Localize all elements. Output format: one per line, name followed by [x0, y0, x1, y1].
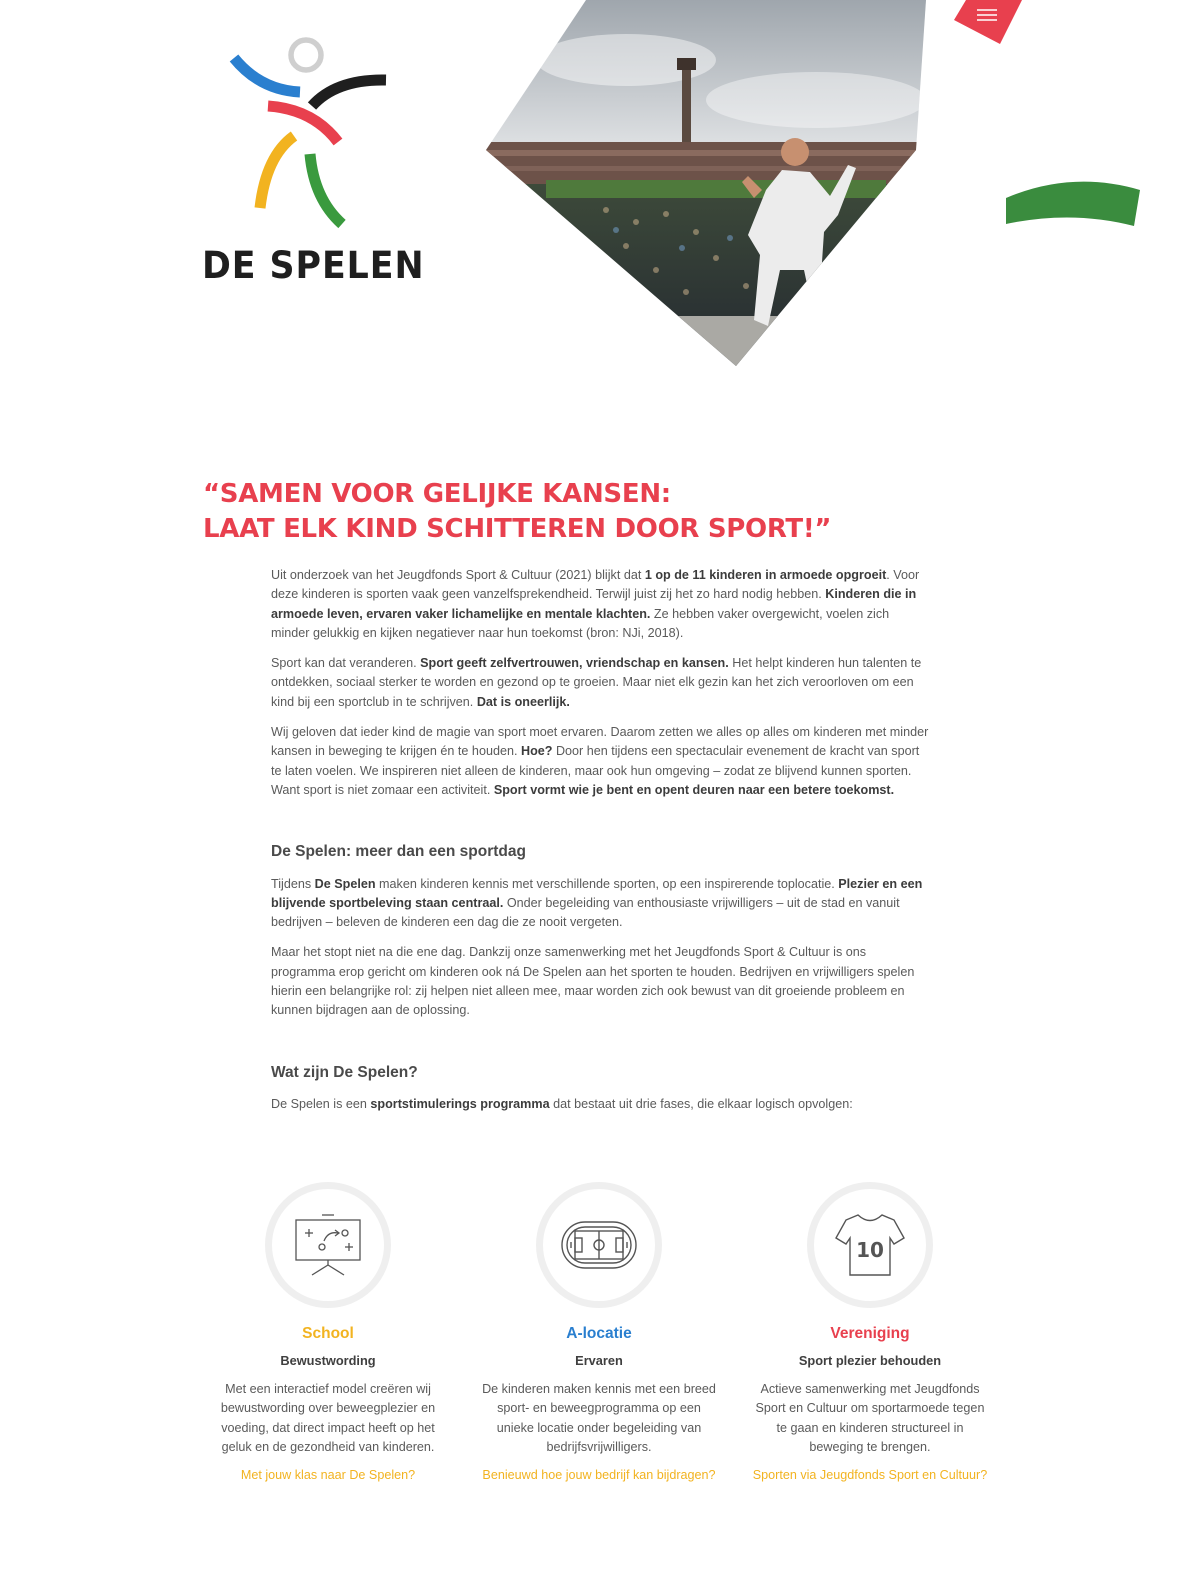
phase-link-vereniging[interactable]: Sporten via Jeugdfonds Sport en Cultuur?	[752, 1468, 988, 1483]
phase-title: Vereniging	[830, 1325, 910, 1342]
quote-line-2: LAAT ELK KIND SCHITTEREN DOOR SPORT!”	[203, 514, 832, 544]
phase-description: De kinderen maken kennis met een breed sport- en beweegprogramma op een unieke locatie onder begeleiding van bedrijfsvrijwilligers.	[482, 1382, 716, 1454]
phases-section	[200, 1182, 1010, 1512]
section1-paragraph-2: Maar het stopt niet na die ene dag. Dankzij onze samenwerking met het Jeugdfonds Sport & Cultuur is ons programma erop gericht om kinderen ook ná De Spelen aan het sporten te houden. Bedrijven en vrijwilligers spelen hierin een belangrijke rol: zij helpen niet alleen mee, maar worden zich ook bewust van dit groeiende probleem en kunnen bijdragen aan de oplossing.	[271, 945, 915, 1018]
phase-link-school[interactable]: Met jouw klas naar De Spelen?	[240, 1468, 416, 1483]
jersey-icon	[807, 1182, 933, 1308]
section1-paragraph-1: Tijdens De Spelen maken kinderen kennis met verschillende sporten, op een inspirerende toplocatie. Plezier en een blijvende sportbeleving staan centraal. Onder begeleiding van enthousiaste vrijwilligers – uit de stad en vanuit bedrijven – beleven de kinderen een dag die ze nooit vergeten.	[271, 876, 923, 930]
phase-description: Actieve samenwerking met Jeugdfonds Sport en Cultuur om sportarmoede tegen te gaan en kinderen structureel in beweging te brengen.	[755, 1382, 985, 1454]
phase-title: School	[302, 1325, 354, 1342]
section-heading-wat-zijn-de-spelen: Wat zijn De Spelen?	[271, 1063, 418, 1081]
menu-button[interactable]	[952, 0, 1024, 46]
phase-description: Met een interactief model creëren wij bewustwording over beweegplezier en voeding, dat direct impact heeft op het geluk en de gezondheid van kinderen.	[220, 1382, 436, 1454]
green-arc-shape	[1002, 176, 1144, 230]
phase-subtitle: Sport plezier behouden	[798, 1353, 942, 1368]
logo-figure-icon	[228, 34, 394, 234]
logo[interactable]	[200, 34, 425, 287]
main-content	[271, 566, 931, 1125]
phase-school	[200, 1182, 456, 1482]
intro-paragraph-1: Uit onderzoek van het Jeugdfonds Sport & Cultuur (2021) blijkt dat 1 op de 11 kinderen in armoede opgroeit. Voor deze kinderen is sporten vaak geen vanzelfsprekendheid. Terwijl juist zij het zo hard nodig hebben. Kinderen die in armoede leven, ervaren vaker lichamelijke en mentale klachten. Ze hebben vaker overgewicht, voelen zich minder gelukkig en kijken negatiever naar hun toekomst (bron: NJi, 2018).	[271, 568, 920, 640]
quote-line-1: “SAMEN VOOR GELIJKE KANSEN:	[203, 479, 671, 509]
intro-paragraph-3: Wij geloven dat ieder kind de magie van sport moet ervaren. Daarom zetten we alles op alles om kinderen met minder kansen in beweging te krijgen én te houden. Hoe? Door hen tijdens een spectaculair evenement de kracht van sport te laten voelen. We inspireren niet alleen de kinderen, maar ook hun omgeving – zodat ze blijvend kunnen sporten. Want sport is niet zomaar een activiteit. Sport vormt wie je bent en opent deuren naar een betere toekomst.	[271, 725, 929, 797]
phase-link-a-locatie[interactable]: Benieuwd hoe jouw bedrijf kan bijdragen?	[482, 1468, 716, 1483]
hero-image	[486, 0, 926, 370]
phase-subtitle: Bewustwording	[280, 1353, 376, 1368]
logo-text: DE SPELEN	[202, 244, 425, 287]
phase-a-locatie	[471, 1182, 727, 1482]
phase-title: A-locatie	[566, 1325, 632, 1342]
stadium-field-icon	[536, 1182, 662, 1308]
phase-vereniging	[742, 1182, 998, 1482]
section-heading-meer-dan-sportdag: De Spelen: meer dan een sportdag	[271, 843, 526, 861]
section2-paragraph-1: De Spelen is een sportstimulerings programma dat bestaat uit drie fases, die elkaar logisch opvolgen:	[271, 1096, 853, 1111]
phase-subtitle: Ervaren	[575, 1353, 623, 1368]
intro-paragraph-2: Sport kan dat veranderen. Sport geeft zelfvertrouwen, vriendschap en kansen. Het helpt kinderen hun talenten te ontdekken, sociaal sterker te worden en gezond op te groeien. Maar niet elk gezin kan het zich veroorloven om een kind bij een sportclub in te schrijven. Dat is oneerlijk.	[271, 656, 922, 709]
strategy-board-icon	[265, 1182, 391, 1308]
page-quote	[203, 477, 963, 547]
jersey-number: 10	[856, 1238, 884, 1262]
